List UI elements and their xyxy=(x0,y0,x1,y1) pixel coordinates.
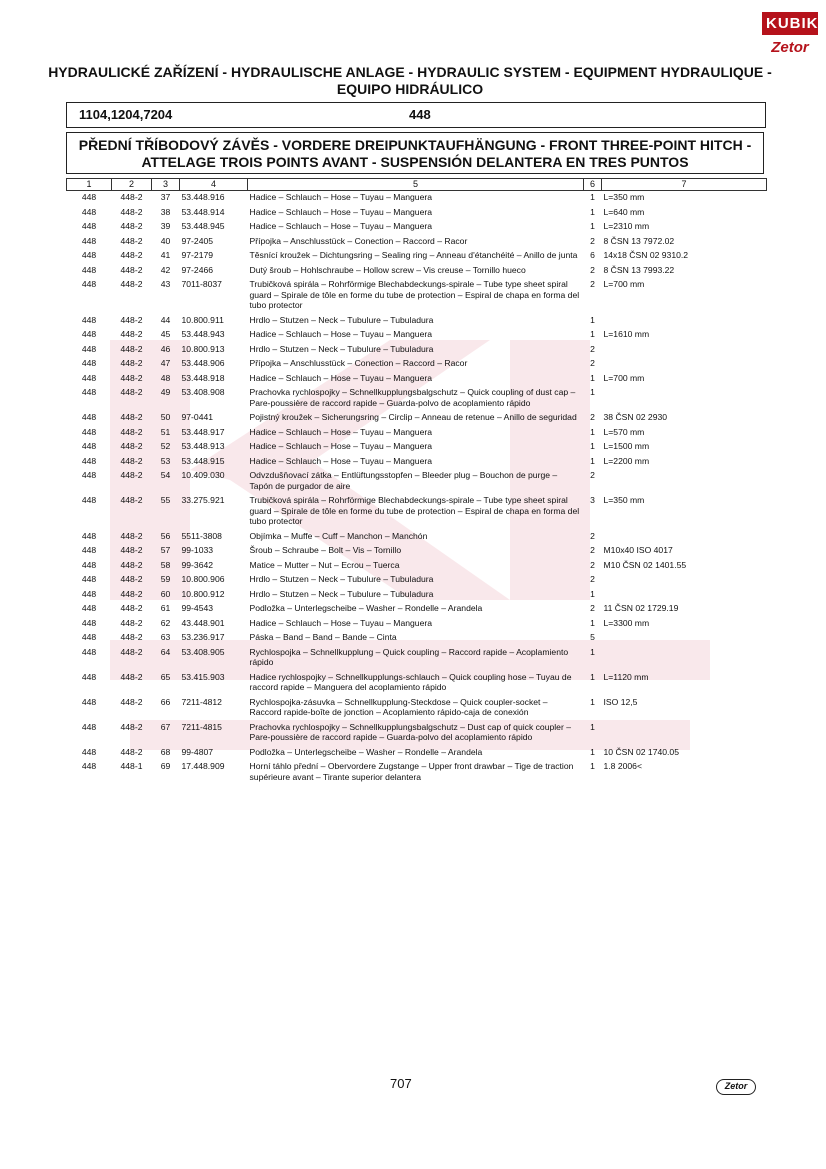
cell-c1: 448 xyxy=(81,343,97,354)
cell-c1: 448 xyxy=(81,696,97,707)
cell-c7 xyxy=(602,573,767,588)
cell-c6: 2 xyxy=(590,279,595,289)
cell-c5: Páska – Band – Band – Bande – Cinta xyxy=(249,632,397,642)
table-row xyxy=(67,191,767,206)
column-header: 4 xyxy=(180,179,248,191)
cell-c7: 11 ČSN 02 1729.19 xyxy=(603,603,679,613)
cell-c5: Hadice – Schlauch – Hose – Tuyau – Manguera xyxy=(249,617,432,628)
cell-c7 xyxy=(602,588,767,603)
cell-c1: 448 xyxy=(81,412,97,422)
cell-c5: Hadice – Schlauch – Hose – Tuyau – Manguera xyxy=(249,441,432,451)
cell-c6: 2 xyxy=(590,545,595,555)
cell-c7 xyxy=(602,386,767,411)
column-header: 1 xyxy=(67,179,112,191)
table-row xyxy=(67,631,767,646)
cell-c5: Prachovka rychlospojky – Schnellkupplungsbalgschutz – Quick coupling of dust cap – Pare-poussière de raccord rapide – Guarda-polvo de acoplamiento rápido xyxy=(249,387,576,408)
table-row xyxy=(67,544,767,559)
kubik-logo: KUBIK xyxy=(762,12,818,35)
cell-c7: L=350 mm xyxy=(603,495,645,505)
cell-c2: 448-2 xyxy=(120,470,143,480)
cell-c5: Trubičková spirála – Rohrförmige Blechabdeckungs-spirale – Tube type sheet spiral guard – Spirale de tôle en forme du tube de protection – Espiral de chapa en forma del tubo protector xyxy=(249,495,580,526)
cell-c6: 1 xyxy=(590,314,595,325)
cell-c3: 59 xyxy=(160,574,171,584)
cell-c4: 17.448.909 xyxy=(181,761,225,771)
cell-c4: 53.448.913 xyxy=(181,441,225,451)
cell-c1: 448 xyxy=(81,279,97,289)
cell-c4: 53.448.917 xyxy=(181,426,225,437)
table-row xyxy=(67,573,767,588)
cell-c7: L=2200 mm xyxy=(603,455,650,466)
cell-c6: 2 xyxy=(590,470,595,480)
cell-c5: Hrdlo – Stutzen – Neck – Tubulure – Tubuladura xyxy=(249,588,434,599)
cell-c4: 53.448.906 xyxy=(181,358,225,368)
cell-c5: Trubičková spirála – Rohrförmige Blechabdeckungs-spirale – Tube type sheet spiral guard – Spirale de tôle en forme du tube de protection – Espiral de chapa en forma del tubo protector xyxy=(249,279,580,310)
cell-c2: 448-2 xyxy=(120,617,143,628)
table-row xyxy=(67,588,767,603)
cell-c2: 448-2 xyxy=(120,372,143,383)
cell-c5: Hadice – Schlauch – Hose – Tuyau – Manguera xyxy=(249,192,432,202)
cell-c1: 448 xyxy=(81,250,97,260)
cell-c2: 448-2 xyxy=(120,545,143,555)
cell-c4: 99-4807 xyxy=(181,746,214,757)
cell-c3: 52 xyxy=(160,441,171,451)
cell-c7 xyxy=(602,646,767,671)
cell-c3: 54 xyxy=(160,470,171,480)
cell-c1: 448 xyxy=(81,671,97,682)
cell-c4: 53.408.908 xyxy=(181,387,225,397)
cell-c7: L=700 mm xyxy=(603,279,645,289)
table-row xyxy=(67,617,767,632)
cell-c7: 38 ČSN 02 2930 xyxy=(603,412,668,422)
cell-c1: 448 xyxy=(81,632,97,642)
cell-c4: 53.448.916 xyxy=(181,192,225,202)
cell-c6: 2 xyxy=(590,603,595,613)
cell-c7: 1.8 2006< xyxy=(603,761,642,771)
cell-c2: 448-2 xyxy=(120,530,143,541)
cell-c2: 448-2 xyxy=(120,206,143,217)
cell-c4: 99-4543 xyxy=(181,603,214,613)
cell-c6: 6 xyxy=(590,250,595,260)
cell-c4: 53.448.915 xyxy=(181,455,225,466)
zetor-logo: Zetor xyxy=(771,39,809,56)
cell-c4: 53.448.945 xyxy=(181,221,225,231)
cell-c7: L=3300 mm xyxy=(603,617,650,628)
cell-c2: 448-2 xyxy=(120,264,143,275)
table-row xyxy=(67,721,767,746)
cell-c7: L=2310 mm xyxy=(603,221,650,231)
cell-c4: 53.415.903 xyxy=(181,671,225,682)
cell-c3: 49 xyxy=(160,387,171,397)
cell-c6: 1 xyxy=(590,671,595,682)
cell-c4: 97-0441 xyxy=(181,412,214,422)
cell-c2: 448-2 xyxy=(120,279,143,289)
cell-c2: 448-2 xyxy=(120,412,143,422)
cell-c3: 66 xyxy=(160,696,171,707)
cell-c5: Podložka – Unterlegscheibe – Washer – Rondelle – Arandela xyxy=(249,603,483,613)
cell-c4: 7211-4815 xyxy=(181,721,222,732)
cell-c3: 43 xyxy=(160,279,171,289)
cell-c6: 1 xyxy=(590,372,595,383)
cell-c3: 61 xyxy=(160,603,171,613)
cell-c2: 448-2 xyxy=(120,426,143,437)
table-row xyxy=(67,411,767,426)
cell-c6: 2 xyxy=(590,264,595,275)
cell-c4: 53.236.917 xyxy=(181,632,225,642)
cell-c4: 97-2179 xyxy=(181,250,214,260)
cell-c7: L=700 mm xyxy=(603,372,645,383)
cell-c6: 2 xyxy=(590,235,595,246)
cell-c7: 10 ČSN 02 1740.05 xyxy=(603,746,679,757)
page-title: HYDRAULICKÉ ZAŘÍZENÍ - HYDRAULISCHE ANLAGE - HYDRAULIC SYSTEM - EQUIPMENT HYDRAULIQUE - EQUIPO HIDRÁULICO xyxy=(48,64,772,97)
cell-c7: 8 ČSN 13 7993.22 xyxy=(603,264,675,275)
cell-c5: Hadice – Schlauch – Hose – Tuyau – Manguera xyxy=(249,329,432,339)
cell-c2: 448-2 xyxy=(120,387,143,397)
cell-c6: 1 xyxy=(590,721,595,732)
cell-c4: 10.409.030 xyxy=(181,470,225,480)
table-row xyxy=(67,264,767,279)
parts-table-body xyxy=(67,191,767,786)
cell-c7: M10x40 ISO 4017 xyxy=(603,545,673,555)
cell-c5: Pojistný kroužek – Sicherungsring – Circlip – Anneau de retenue – Anillo de seguridad xyxy=(249,412,577,422)
cell-c4: 53.448.914 xyxy=(181,206,225,217)
cell-c2: 448-2 xyxy=(120,455,143,466)
cell-c6: 1 xyxy=(590,746,595,757)
cell-c2: 448-2 xyxy=(120,221,143,231)
column-header: 6 xyxy=(584,179,602,191)
group-number: 448 xyxy=(409,107,431,122)
cell-c3: 51 xyxy=(160,426,171,437)
table-row xyxy=(67,328,767,343)
cell-c6: 1 xyxy=(590,206,595,217)
cell-c7: L=640 mm xyxy=(603,206,645,217)
cell-c3: 53 xyxy=(160,455,171,466)
parts-table xyxy=(66,178,767,785)
cell-c3: 50 xyxy=(160,412,171,422)
cell-c5: Podložka – Unterlegscheibe – Washer – Rondelle – Arandela xyxy=(249,746,483,757)
cell-c1: 448 xyxy=(81,426,97,437)
cell-c5: Těsnící kroužek – Dichtungsring – Sealing ring – Anneau d'étanchéité – Anillo de junta xyxy=(249,250,578,260)
cell-c6: 2 xyxy=(590,358,595,368)
cell-c7: 14x18 ČSN 02 9310.2 xyxy=(603,250,689,260)
cell-c6: 2 xyxy=(590,530,595,541)
cell-c1: 448 xyxy=(81,588,97,599)
cell-c3: 39 xyxy=(160,221,171,231)
cell-c2: 448-2 xyxy=(120,250,143,260)
cell-c3: 69 xyxy=(160,761,171,771)
cell-c4: 10.800.913 xyxy=(181,343,225,354)
cell-c2: 448-2 xyxy=(120,192,143,202)
cell-c4: 33.275.921 xyxy=(181,495,225,505)
cell-c1: 448 xyxy=(81,358,97,368)
cell-c6: 2 xyxy=(590,559,595,570)
cell-c1: 448 xyxy=(81,746,97,757)
cell-c1: 448 xyxy=(81,314,97,325)
table-row xyxy=(67,357,767,372)
cell-c3: 47 xyxy=(160,358,171,368)
table-row xyxy=(67,530,767,545)
cell-c5: Hadice – Schlauch – Hose – Tuyau – Manguera xyxy=(249,372,432,383)
cell-c5: Objímka – Muffe – Cuff – Manchon – Manchón xyxy=(249,530,428,541)
cell-c1: 448 xyxy=(81,574,97,584)
cell-c1: 448 xyxy=(81,206,97,217)
table-row xyxy=(67,249,767,264)
cell-c5: Hrdlo – Stutzen – Neck – Tubulure – Tubuladura xyxy=(249,314,434,325)
cell-c7: L=1120 mm xyxy=(603,671,649,682)
cell-c7 xyxy=(602,343,767,358)
cell-c1: 448 xyxy=(81,441,97,451)
cell-c6: 2 xyxy=(590,343,595,354)
cell-c5: Hadice – Schlauch – Hose – Tuyau – Manguera xyxy=(249,455,432,466)
cell-c7: L=1500 mm xyxy=(603,441,650,451)
cell-c7: M10 ČSN 02 1401.55 xyxy=(603,559,687,570)
cell-c6: 1 xyxy=(590,617,595,628)
cell-c5: Rychlospojka – Schnellkupplung – Quick coupling – Raccord rapide – Acoplamiento rápido xyxy=(249,646,569,667)
cell-c1: 448 xyxy=(81,192,97,202)
cell-c3: 46 xyxy=(160,343,171,354)
cell-c2: 448-2 xyxy=(120,746,143,757)
footer-zetor-logo: Zetor xyxy=(716,1079,756,1095)
cell-c6: 2 xyxy=(590,574,595,584)
table-row xyxy=(67,314,767,329)
cell-c1: 448 xyxy=(81,559,97,570)
model-header xyxy=(66,102,766,128)
column-header: 2 xyxy=(112,179,152,191)
cell-c7 xyxy=(602,469,767,494)
cell-c5: Dutý šroub – Hohlschraube – Hollow screw – Vis creuse – Tornillo hueco xyxy=(249,264,526,275)
cell-c6: 1 xyxy=(590,646,595,657)
cell-c4: 7011-8037 xyxy=(181,279,222,289)
cell-c2: 448-2 xyxy=(120,495,143,505)
table-row xyxy=(67,469,767,494)
section-title: PŘEDNÍ TŘÍBODOVÝ ZÁVĚS - VORDERE DREIPUNKTAUFHÄNGUNG - FRONT THREE-POINT HITCH - ATTELAGE TROIS POINTS AVANT - SUSPENSIÓN DELANTERA EN TRES PUNTOS xyxy=(66,132,764,174)
cell-c6: 1 xyxy=(590,387,595,397)
cell-c1: 448 xyxy=(81,387,97,397)
cell-c2: 448-2 xyxy=(120,314,143,325)
cell-c4: 7211-4812 xyxy=(181,696,222,707)
table-row xyxy=(67,696,767,721)
table-row xyxy=(67,646,767,671)
cell-c7: 8 ČSN 13 7972.02 xyxy=(603,235,675,246)
cell-c6: 1 xyxy=(590,329,595,339)
cell-c5: Hrdlo – Stutzen – Neck – Tubulure – Tubuladura xyxy=(249,574,434,584)
cell-c4: 99-1033 xyxy=(181,545,214,555)
cell-c1: 448 xyxy=(81,235,97,246)
table-row xyxy=(67,426,767,441)
cell-c4: 10.800.906 xyxy=(181,574,225,584)
cell-c1: 448 xyxy=(81,530,97,541)
cell-c7: L=570 mm xyxy=(603,426,645,437)
cell-c3: 40 xyxy=(160,235,171,246)
cell-c3: 42 xyxy=(160,264,171,275)
table-row xyxy=(67,278,767,314)
cell-c3: 57 xyxy=(160,545,171,555)
cell-c6: 2 xyxy=(590,412,595,422)
cell-c2: 448-2 xyxy=(120,329,143,339)
model-numbers: 1104,1204,7204 xyxy=(79,107,173,122)
cell-c7 xyxy=(602,530,767,545)
cell-c2: 448-2 xyxy=(120,235,143,246)
cell-c3: 58 xyxy=(160,559,171,570)
cell-c5: Hrdlo – Stutzen – Neck – Tubulure – Tubuladura xyxy=(249,343,434,354)
cell-c1: 448 xyxy=(81,221,97,231)
cell-c5: Hadice rychlospojky – Schnellkupplungs-schlauch – Quick coupling hose – Tuyau de raccord rapide – Manguera del acoplamiento rápido xyxy=(249,671,572,692)
cell-c2: 448-2 xyxy=(120,646,143,657)
cell-c4: 53.408.905 xyxy=(181,646,225,657)
cell-c5: Přípojka – Anschlusstück – Conection – Raccord – Racor xyxy=(249,358,468,368)
cell-c2: 448-2 xyxy=(120,441,143,451)
cell-c4: 97-2405 xyxy=(181,235,214,246)
cell-c3: 41 xyxy=(160,250,171,260)
cell-c5: Hadice – Schlauch – Hose – Tuyau – Manguera xyxy=(249,206,432,217)
cell-c6: 1 xyxy=(590,588,595,599)
column-header: 5 xyxy=(248,179,584,191)
cell-c5: Rychlospojka-zásuvka – Schnellkupplung-Steckdose – Quick coupler-socket – Raccord rapide-boîte de jonction – Acoplamiento rápido-caja de conexión xyxy=(249,696,548,717)
cell-c2: 448-2 xyxy=(120,603,143,613)
cell-c3: 56 xyxy=(160,530,171,541)
table-row xyxy=(67,343,767,358)
table-row xyxy=(67,235,767,250)
cell-c2: 448-2 xyxy=(120,588,143,599)
cell-c3: 45 xyxy=(160,329,171,339)
cell-c2: 448-2 xyxy=(120,559,143,570)
cell-c3: 55 xyxy=(160,495,171,505)
cell-c1: 448 xyxy=(81,545,97,555)
cell-c3: 65 xyxy=(160,671,171,682)
cell-c6: 5 xyxy=(590,632,595,642)
cell-c4: 43.448.901 xyxy=(181,617,225,628)
table-row xyxy=(67,386,767,411)
cell-c7 xyxy=(602,721,767,746)
cell-c7 xyxy=(602,631,767,646)
cell-c4: 53.448.918 xyxy=(181,372,225,383)
table-row xyxy=(67,206,767,221)
cell-c4: 97-2466 xyxy=(181,264,214,275)
table-row xyxy=(67,559,767,574)
cell-c5: Odvzdušňovací zátka – Entlüftungsstopfen – Bleeder plug – Bouchon de purge – Tapón de purgador de aire xyxy=(249,470,558,491)
cell-c1: 448 xyxy=(81,455,97,466)
cell-c6: 1 xyxy=(590,192,595,202)
cell-c6: 1 xyxy=(590,761,595,771)
cell-c6: 1 xyxy=(590,455,595,466)
cell-c5: Horní táhlo přední – Obervordere Zugstange – Upper front drawbar – Tige de traction supérieure avant – Tirante superior delantera xyxy=(249,761,574,782)
column-header: 3 xyxy=(152,179,180,191)
cell-c3: 62 xyxy=(160,617,171,628)
table-row xyxy=(67,455,767,470)
cell-c5: Prachovka rychlospojky – Schnellkupplungsbalgschutz – Dust cap of quick coupler – Pare-poussière de raccord rapide – Guarda-polvo del acoplamiento rápido xyxy=(249,721,571,742)
cell-c2: 448-2 xyxy=(120,632,143,642)
cell-c7: L=350 mm xyxy=(603,192,645,202)
cell-c6: 3 xyxy=(590,495,595,505)
cell-c4: 99-3642 xyxy=(181,559,214,570)
column-header: 7 xyxy=(602,179,767,191)
cell-c3: 67 xyxy=(160,721,171,732)
cell-c3: 68 xyxy=(160,746,171,757)
cell-c5: Přípojka – Anschlusstück – Conection – Raccord – Racor xyxy=(249,235,468,246)
cell-c2: 448-2 xyxy=(120,671,143,682)
cell-c4: 5511-3808 xyxy=(181,530,222,541)
cell-c6: 1 xyxy=(590,441,595,451)
cell-c2: 448-2 xyxy=(120,696,143,707)
table-header-row xyxy=(67,179,767,191)
cell-c2: 448-2 xyxy=(120,574,143,584)
cell-c1: 448 xyxy=(81,617,97,628)
cell-c3: 38 xyxy=(160,206,171,217)
cell-c5: Hadice – Schlauch – Hose – Tuyau – Manguera xyxy=(249,426,432,437)
table-row xyxy=(67,760,767,785)
cell-c1: 448 xyxy=(81,470,97,480)
cell-c5: Matice – Mutter – Nut – Ecrou – Tuerca xyxy=(249,559,400,570)
table-row xyxy=(67,372,767,387)
cell-c5: Šroub – Schraube – Bolt – Vis – Tornillo xyxy=(249,545,402,555)
kubik-zetor-logo xyxy=(762,12,818,64)
cell-c3: 64 xyxy=(160,646,171,657)
page-number: 707 xyxy=(390,1076,412,1091)
cell-c1: 448 xyxy=(81,495,97,505)
table-row xyxy=(67,671,767,696)
cell-c1: 448 xyxy=(81,761,97,771)
cell-c6: 1 xyxy=(590,696,595,707)
table-row xyxy=(67,220,767,235)
cell-c3: 37 xyxy=(160,192,171,202)
cell-c5: Hadice – Schlauch – Hose – Tuyau – Manguera xyxy=(249,221,432,231)
cell-c1: 448 xyxy=(81,603,97,613)
cell-c3: 48 xyxy=(160,372,171,383)
cell-c1: 448 xyxy=(81,721,97,732)
cell-c2: 448-2 xyxy=(120,358,143,368)
cell-c2: 448-2 xyxy=(120,343,143,354)
cell-c4: 10.800.911 xyxy=(181,314,224,325)
cell-c7 xyxy=(602,314,767,329)
cell-c7 xyxy=(602,357,767,372)
cell-c1: 448 xyxy=(81,264,97,275)
cell-c1: 448 xyxy=(81,372,97,383)
cell-c3: 63 xyxy=(160,632,171,642)
cell-c1: 448 xyxy=(81,646,97,657)
table-row xyxy=(67,494,767,530)
cell-c4: 53.448.943 xyxy=(181,329,225,339)
cell-c2: 448-1 xyxy=(120,761,143,771)
cell-c1: 448 xyxy=(81,329,97,339)
cell-c3: 44 xyxy=(160,314,171,325)
cell-c7: L=1610 mm xyxy=(603,329,650,339)
table-row xyxy=(67,602,767,617)
cell-c6: 1 xyxy=(590,426,595,437)
table-row xyxy=(67,746,767,761)
cell-c6: 1 xyxy=(590,221,595,231)
cell-c7: ISO 12,5 xyxy=(603,696,638,707)
cell-c2: 448-2 xyxy=(120,721,143,732)
table-row xyxy=(67,440,767,455)
cell-c3: 60 xyxy=(160,588,171,599)
cell-c4: 10.800.912 xyxy=(181,588,225,599)
